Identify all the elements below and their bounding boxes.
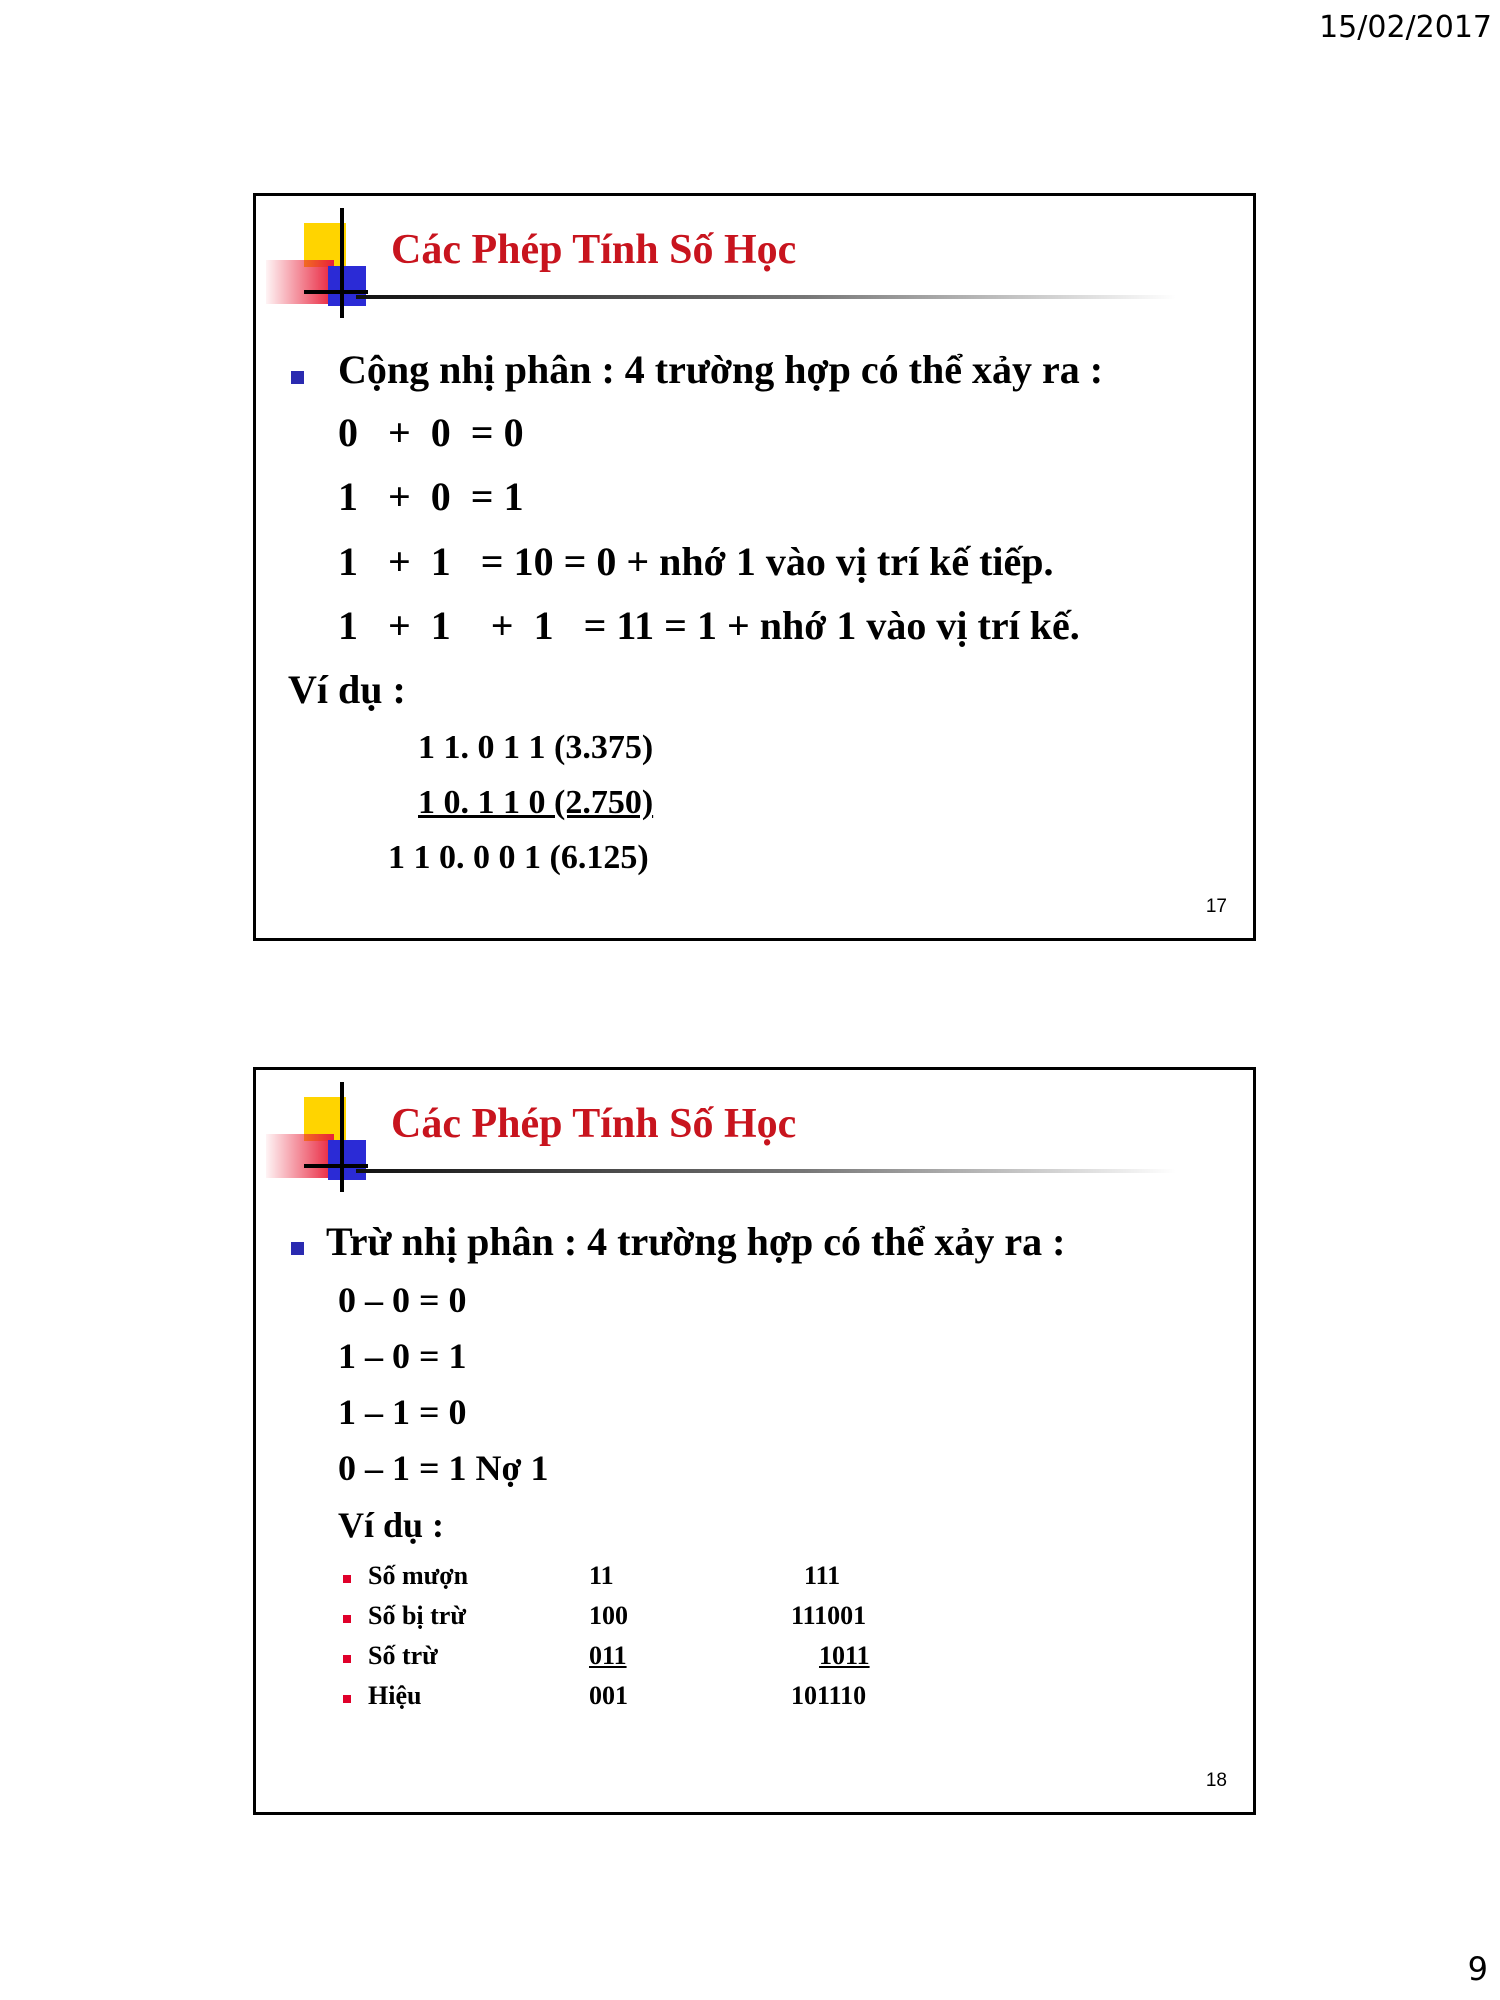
bullet-square-icon	[291, 1242, 304, 1255]
sub-bullet-icon	[343, 1575, 351, 1583]
slide-18	[253, 1067, 1256, 1815]
slide-title: Các Phép Tính Số Học	[391, 1101, 797, 1147]
row-label: Số mượn	[368, 1561, 469, 1590]
sub-bullet-icon	[343, 1615, 351, 1623]
rule-line: 1 + 1 + 1 = 11 = 1 + nhớ 1 vào vị trí kế.	[338, 603, 1080, 648]
row-value-a-underlined: 011	[589, 1641, 627, 1670]
row-value-b: 101110	[791, 1681, 867, 1710]
slide-number: 18	[1205, 1770, 1227, 1791]
page-number: 9	[1467, 1950, 1488, 1988]
example-label: Ví dụ :	[338, 1505, 445, 1545]
title-divider	[356, 295, 1176, 299]
rule-line: 0 – 0 = 0	[338, 1280, 467, 1320]
sub-bullet-icon	[343, 1655, 351, 1663]
rule-line: 0 – 1 = 1 Nợ 1	[338, 1448, 549, 1488]
rule-line: 0 + 0 = 0	[338, 410, 524, 455]
slide-title: Các Phép Tính Số Học	[391, 227, 797, 273]
row-label: Hiệu	[368, 1681, 422, 1710]
row-value-a: 11	[589, 1561, 614, 1590]
row-value-b: 111001	[791, 1601, 867, 1630]
rule-line: 1 – 0 = 1	[338, 1336, 467, 1376]
title-decoration-icon	[266, 208, 376, 318]
row-label: Số bị trừ	[368, 1601, 466, 1630]
rule-line: 1 – 1 = 0	[338, 1392, 467, 1432]
row-value-b-underlined: 1011	[819, 1641, 870, 1670]
sub-bullet-icon	[343, 1695, 351, 1703]
bullet-text: Trừ nhị phân : 4 trường hợp có thể xảy ra :	[326, 1219, 1066, 1264]
example-label: Ví dụ :	[288, 667, 406, 712]
slide-17	[253, 193, 1256, 941]
title-divider	[356, 1169, 1176, 1173]
rule-line: 1 + 0 = 1	[338, 474, 524, 519]
row-value-a: 100	[589, 1601, 628, 1630]
row-value-a: 001	[589, 1681, 628, 1710]
example-operand: 1 1. 0 1 1 (3.375)	[418, 729, 654, 766]
title-decoration-icon	[266, 1082, 376, 1192]
example-result: 1 1 0. 0 0 1 (6.125)	[388, 839, 649, 876]
row-value-b: 111	[804, 1561, 841, 1590]
slide-number: 17	[1205, 896, 1227, 917]
bullet-text: Cộng nhị phân : 4 trường hợp có thể xảy ra :	[338, 347, 1104, 392]
bullet-square-icon	[291, 371, 304, 384]
row-label: Số trừ	[368, 1641, 438, 1670]
rule-line: 1 + 1 = 10 = 0 + nhớ 1 vào vị trí kế tiếp.	[338, 539, 1054, 584]
example-operand-underlined: 1 0. 1 1 0 (2.750)	[418, 784, 654, 821]
page-date: 15/02/2017	[1319, 10, 1492, 45]
